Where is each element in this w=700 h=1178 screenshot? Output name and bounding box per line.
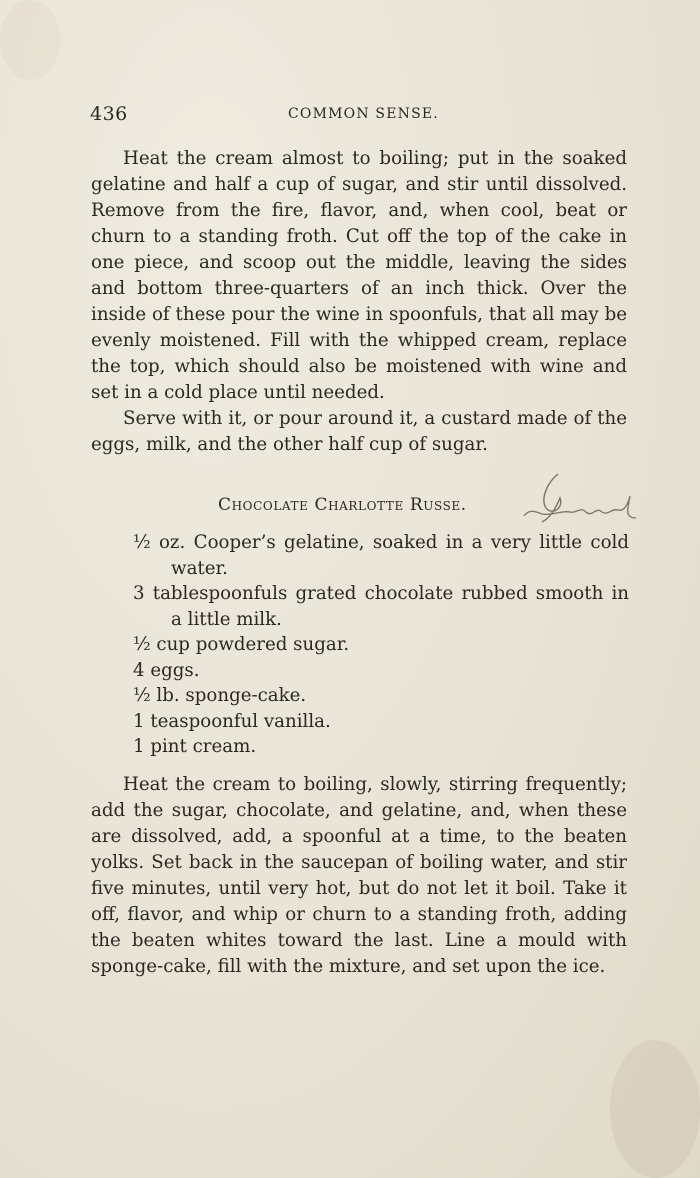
paragraph-chocolate-method	[91, 772, 627, 980]
list-item: 1 pint cream.	[133, 736, 257, 757]
list-item: ½ lb. sponge-cake.	[133, 685, 307, 706]
list-item: 3 tablespoonfuls grated chocolate rubbed smooth in a little milk.	[133, 583, 629, 630]
ingredient-list	[133, 530, 629, 760]
paragraph-text: Serve with it, or pour around it, a custard made of the eggs, milk, and the other half cup of sugar.	[91, 408, 627, 455]
recipe-title: Chocolate Charlotte Russe.	[218, 495, 467, 515]
page-number: 436	[90, 103, 128, 125]
list-item: ½ cup powdered sugar.	[133, 634, 350, 655]
running-title: COMMON SENSE.	[288, 106, 439, 122]
paragraph-text: Heat the cream almost to boiling; put in the soaked gelatine and half a cup of sugar, and stir until dissolved. Remove from the fire, flavor, and, when cool, beat or churn to a standing froth. Cut off the top of the cake in one piece, and scoop out the middle, leaving the sides and bottom three-quarters of an inch thick. Over the inside of these pour the wine in spoonfuls, that all may be evenly moistened. Fill with the whipped cream, replace the top, which should also be moistened with wine and set in a cold place until needed.	[91, 148, 627, 403]
paper-stain	[610, 1040, 700, 1178]
handwritten-annotation	[520, 468, 640, 526]
paragraph-whipped-cream-method	[91, 146, 627, 406]
paragraph-text: Heat the cream to boiling, slowly, stirring frequently; add the sugar, chocolate, and gelatine, and, when these are dissolved, add, a spoonful at a time, to the beaten yolks. Set back in the saucepan of boiling water, and stir five minutes, until very hot, but do not let it boil. Take it off, flavor, and whip or churn to a standing froth, adding the beaten whites toward the last. Line a mould with sponge-cake, fill with the mixture, and set upon the ice.	[91, 774, 627, 977]
list-item: 1 teaspoonful vanilla.	[133, 710, 331, 732]
list-item: ½ oz. Cooper’s gelatine, soaked in a very little cold water.	[133, 532, 629, 579]
paragraph-serving-note	[91, 406, 627, 458]
paper-stain	[0, 0, 60, 80]
running-head	[90, 103, 630, 127]
list-item: 4 eggs.	[133, 659, 200, 681]
